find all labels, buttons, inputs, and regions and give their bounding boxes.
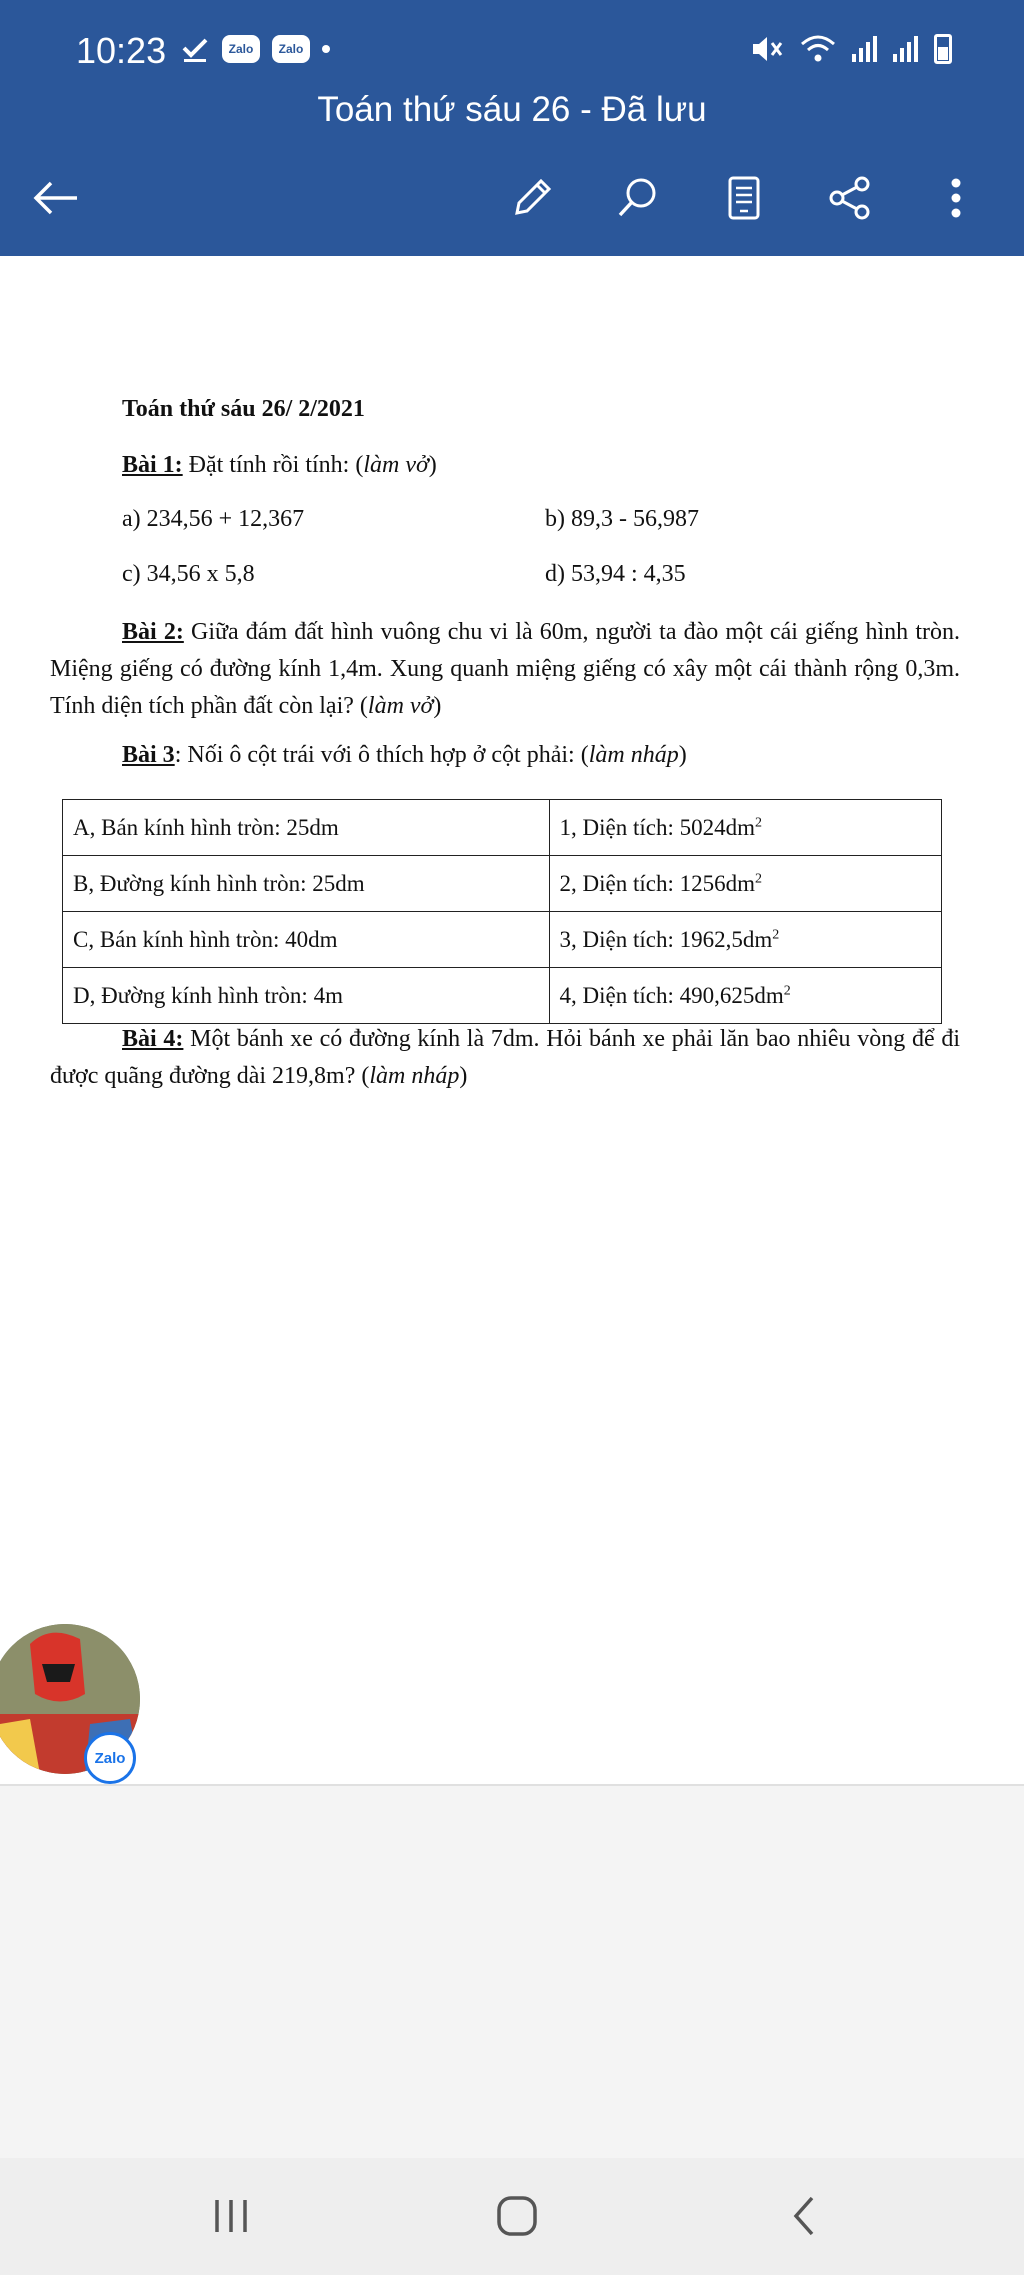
zalo-icon: Zalo [222, 35, 260, 63]
table-row [63, 800, 942, 856]
system-status-icons [750, 34, 952, 64]
read-mode-icon [724, 175, 764, 221]
zalo-icon: Zalo [272, 35, 310, 63]
exercise-3-close: ) [678, 742, 687, 768]
table-row [63, 856, 942, 912]
document-heading: Toán thứ sáu 26/ 2/2021 [122, 396, 365, 422]
exercise-4-note: làm nháp [369, 1063, 460, 1089]
exercise-1-close: ) [428, 452, 437, 478]
table-cell-left: A, Bán kính hình tròn: 25dm [63, 800, 550, 856]
app-bar [0, 0, 1024, 256]
search-button[interactable] [610, 170, 666, 226]
exercise-1-title [122, 452, 437, 479]
table-row [63, 912, 942, 968]
search-icon [615, 175, 661, 221]
exercise-2 [50, 614, 960, 725]
back-button[interactable] [28, 170, 84, 226]
toolbar [0, 160, 1024, 232]
mute-icon [750, 34, 784, 64]
exercise-4-label: Bài 4: [122, 1026, 184, 1052]
exercise-1-note: làm vở [363, 452, 429, 478]
status-time: 10:23 [76, 30, 167, 71]
exercise-2-text: Giữa đám đất hình vuông chu vi là 60m, người ta đào một cái giếng hình tròn. Miệng giếng có đường kính 1,4m. Xung quanh miệng giếng có xây một cái thành rộng 0,3m. Tính diện tích phần đất còn lại? ( [50, 619, 960, 719]
recents-icon [209, 2196, 253, 2236]
more-notifications-dot [322, 45, 330, 53]
table-cell-left: D, Đường kính hình tròn: 4m [63, 968, 550, 1024]
exercise-1-d: d) 53,94 : 4,35 [545, 561, 686, 587]
share-button[interactable] [822, 170, 878, 226]
table-cell-right: 3, Diện tích: $1962,5dm^2$ [549, 912, 941, 968]
exercise-4-text: Một bánh xe có đường kính là 7dm. Hỏi bánh xe phải lăn bao nhiêu vòng để đi được quãng đường dài 219,8m? ( [50, 1026, 961, 1089]
table-cell-right: 2, Diện tích: $1256dm^2$ [549, 856, 941, 912]
exercise-1-text: Đặt tính rồi tính: ( [182, 452, 364, 478]
exercise-2-note: làm vở [367, 693, 434, 719]
document-page[interactable] [0, 256, 1024, 1786]
exercise-1-a: a) 234,56 + 12,367 [122, 506, 305, 532]
more-options-button[interactable] [928, 170, 984, 226]
exercise-3-title [122, 742, 687, 769]
exercise-1-label: Bài 1: [122, 452, 183, 478]
back-arrow-icon [31, 178, 81, 218]
back-nav-button[interactable] [768, 2184, 838, 2248]
recents-button[interactable] [196, 2184, 266, 2248]
battery-icon [934, 34, 952, 64]
exercise-1-b: b) 89,3 - 56,987 [545, 506, 699, 532]
read-mode-button[interactable] [716, 170, 772, 226]
check-download-icon [180, 34, 210, 64]
table-cell-right: 4, Diện tích: $490,625dm^2$ [549, 968, 941, 1024]
document-title: Toán thứ sáu 26 - Đã lưu [317, 90, 707, 129]
share-icon [827, 175, 873, 221]
navigation-bar [0, 2158, 1024, 2275]
zalo-badge-icon: Zalo [84, 1732, 136, 1784]
matching-table [62, 799, 942, 1024]
exercise-4-close: ) [459, 1063, 468, 1089]
more-vert-icon [946, 175, 966, 221]
table-cell-right: 1, Diện tích: $5024dm^2$ [549, 800, 941, 856]
exercise-3-label: Bài 3 [122, 742, 175, 768]
exercise-3-text: : Nối ô cột trái với ô thích hợp ở cột phải: ( [174, 742, 589, 768]
wifi-icon [800, 34, 836, 64]
exercise-1-c: c) 34,56 x 5,8 [122, 561, 255, 587]
table-row [63, 968, 942, 1024]
exercise-2-label: Bài 2: [122, 619, 184, 645]
exercise-2-close: ) [433, 693, 442, 719]
home-icon [494, 2193, 540, 2239]
exercise-3-note: làm nháp [588, 742, 679, 768]
signal-icon [852, 36, 877, 62]
status-bar [0, 0, 1024, 100]
signal-icon [893, 36, 918, 62]
exercise-4 [50, 1021, 960, 1095]
table-cell-left: C, Bán kính hình tròn: 40dm [63, 912, 550, 968]
edit-button[interactable] [504, 170, 560, 226]
back-icon [788, 2194, 818, 2238]
table-cell-left: B, Đường kính hình tròn: 25dm [63, 856, 550, 912]
edit-pencil-icon [509, 175, 555, 221]
notification-icons [180, 34, 330, 64]
home-button[interactable] [482, 2184, 552, 2248]
